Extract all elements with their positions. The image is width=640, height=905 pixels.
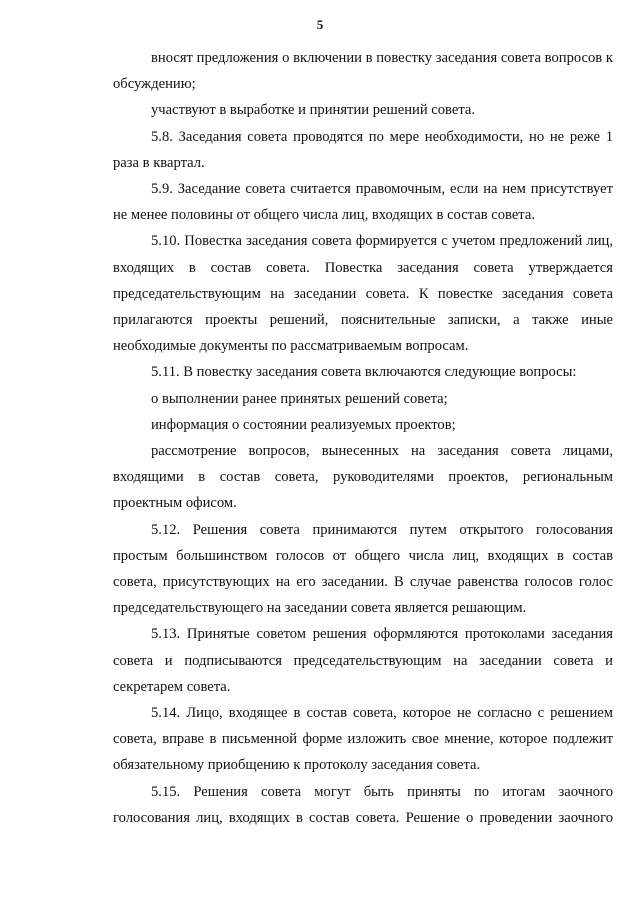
paragraph-5-9: 5.9. Заседание совета считается правомочным, если на нем присутствует не менее половины от общего числа лиц, входящих в состав совета.: [113, 181, 613, 224]
paragraph-5-13: 5.13. Принятые советом решения оформляются протоколами заседания совета и подписываются председательствующим на заседании совета и секретарем совета.: [113, 626, 613, 695]
paragraph-5-8: 5.8. Заседания совета проводятся по мере необходимости, но не реже 1 раза в квартал.: [113, 128, 613, 171]
document-body: [113, 45, 613, 831]
paragraph-5-14: 5.14. Лицо, входящее в состав совета, которое не согласно с решением совета, вправе в письменной форме изложить свое мнение, которое подлежит обязательному приобщению к протоколу заседания совета.: [113, 705, 613, 774]
paragraph-5-11: 5.11. В повестку заседания совета включаются следующие вопросы:: [151, 364, 577, 381]
paragraph-5-11-item-2: информация о состоянии реализуемых проектов;: [151, 416, 456, 433]
page-number: 5: [316, 17, 324, 32]
paragraph-proposals-agenda: вносят предложения о включении в повестку заседания совета вопросов к обсуждению;: [113, 50, 613, 93]
paragraph-5-10: 5.10. Повестка заседания совета формируется с учетом предложений лиц, входящих в состав совета. Повестка заседания совета утверждается председательствующим на заседании совета. К повестке заседания совета прилагаются проекты решений, пояснительные записки, а также иные необходимые документы по рассматриваемым вопросам.: [113, 233, 613, 355]
paragraph-5-11-item-3: рассмотрение вопросов, вынесенных на заседания совета лицами, входящими в состав совета, руководителями проектов, региональным проектным офисом.: [113, 443, 613, 512]
paragraph-5-15: 5.15. Решения совета могут быть приняты по итогам заочного голосования лиц, входящих в состав совета. Решение о проведении заочного: [113, 783, 613, 826]
paragraph-5-12: 5.12. Решения совета принимаются путем открытого голосования простым большинством голосов от общего числа лиц, входящих в состав совета, присутствующих на его заседании. В случае равенства голосов голос председательствующего на заседании совета является решающим.: [113, 521, 613, 617]
paragraph-5-11-item-1: о выполнении ранее принятых решений совета;: [151, 390, 448, 407]
paragraph-participate-decisions: участвуют в выработке и принятии решений совета.: [151, 102, 476, 119]
